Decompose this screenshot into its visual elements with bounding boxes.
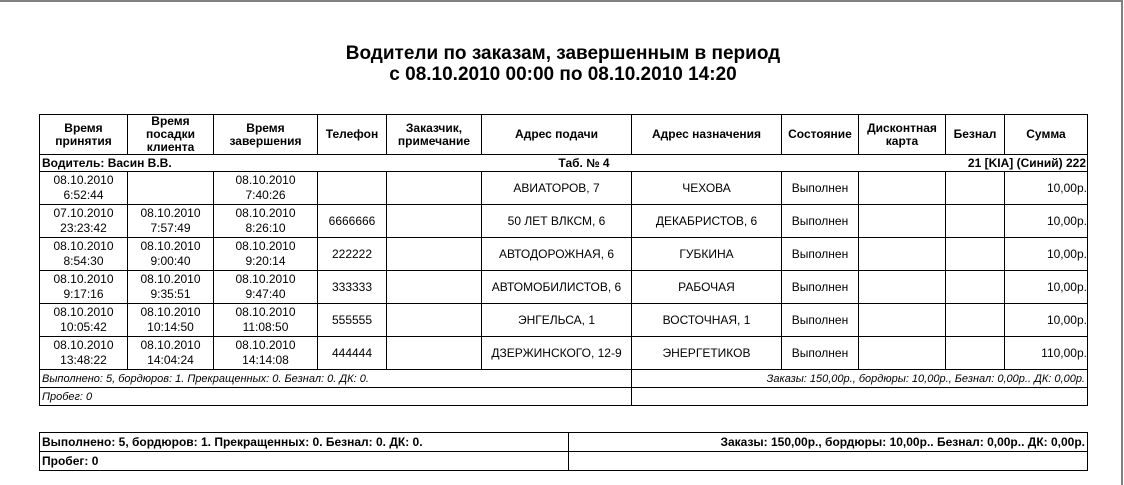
cell-time: 9:20:14 bbox=[245, 254, 286, 268]
grand-total-mileage-row bbox=[40, 452, 1088, 471]
cell-cashless bbox=[946, 337, 1005, 370]
cell-card bbox=[859, 337, 946, 370]
cell-completed bbox=[214, 205, 318, 238]
page-right-edge bbox=[1121, 0, 1123, 485]
order-row bbox=[40, 271, 1088, 304]
cell-to: ВОСТОЧНАЯ, 1 bbox=[632, 304, 782, 337]
cell-from: АВТОДОРОЖНАЯ, 6 bbox=[482, 238, 632, 271]
page-top-edge bbox=[0, 0, 1122, 2]
driver-summary-done: Выполнено: 5, бордюров: 1. Прекращенных: 0. Безнал: 0. ДК: 0. bbox=[40, 370, 632, 388]
cell-accepted bbox=[40, 238, 128, 271]
cell-card bbox=[859, 304, 946, 337]
cell-boarding bbox=[128, 337, 214, 370]
cell-customer bbox=[387, 304, 482, 337]
cell-date: 08.10.2010 bbox=[235, 272, 296, 286]
cell-sum: 10,00р. bbox=[1005, 172, 1088, 205]
cell-status: Выполнен bbox=[782, 337, 859, 370]
cell-completed bbox=[214, 337, 318, 370]
cell-accepted bbox=[40, 172, 128, 205]
col-header-line: Дисконтная bbox=[867, 120, 937, 135]
cell-card bbox=[859, 205, 946, 238]
cell-date: 08.10.2010 bbox=[53, 173, 114, 187]
cell-time: 23:23:42 bbox=[60, 221, 107, 235]
order-row bbox=[40, 337, 1088, 370]
grand-total-orders: Заказы: 150,00р., бордюры: 10,00р.. Безнал: 0,00р.. ДК: 0,00р. bbox=[569, 433, 1088, 452]
cell-date: 08.10.2010 bbox=[140, 305, 201, 319]
cell-status: Выполнен bbox=[782, 205, 859, 238]
cell-cashless bbox=[946, 271, 1005, 304]
cell-cashless bbox=[946, 304, 1005, 337]
cell-time: 11:08:50 bbox=[242, 320, 289, 334]
cell-boarding bbox=[128, 271, 214, 304]
driver-row bbox=[40, 155, 1088, 172]
cell-completed bbox=[214, 304, 318, 337]
col-header-sum: Сумма bbox=[1005, 115, 1088, 155]
cell-time: 13:48:22 bbox=[60, 353, 107, 367]
col-header-line: посадки bbox=[146, 127, 195, 141]
cell-time: 14:04:24 bbox=[147, 353, 194, 367]
cell-completed bbox=[214, 238, 318, 271]
cell-time: 7:57:49 bbox=[150, 221, 191, 235]
cell-from: АВИАТОРОВ, 7 bbox=[482, 172, 632, 205]
col-header-accepted bbox=[40, 115, 128, 155]
cell-date: 08.10.2010 bbox=[140, 206, 201, 220]
cell-cashless bbox=[946, 205, 1005, 238]
driver-summary-row bbox=[40, 370, 1088, 388]
order-row bbox=[40, 238, 1088, 271]
report-title: Водители по заказам, завершенным в период bbox=[345, 43, 781, 64]
grand-total-mileage: Пробег: 0 bbox=[40, 452, 569, 471]
cell-time: 8:26:10 bbox=[245, 221, 286, 235]
cell-customer bbox=[387, 238, 482, 271]
cell-time: 8:54:30 bbox=[63, 254, 104, 268]
cell-card bbox=[859, 172, 946, 205]
cell-boarding bbox=[128, 205, 214, 238]
cell-phone: 555555 bbox=[318, 304, 387, 337]
cell-customer bbox=[387, 172, 482, 205]
col-header-line: примечание bbox=[397, 133, 471, 148]
cell-status: Выполнен bbox=[782, 304, 859, 337]
cell-date: 08.10.2010 bbox=[235, 206, 296, 220]
col-header-line: завершения bbox=[229, 133, 302, 148]
driver-tab-number: Таб. № 4 bbox=[387, 155, 782, 172]
cell-cashless bbox=[946, 172, 1005, 205]
cell-accepted bbox=[40, 304, 128, 337]
driver-mileage-row bbox=[40, 388, 1088, 406]
grand-total-done: Выполнено: 5, бордюров: 1. Прекращенных: 0. Безнал: 0. ДК: 0. bbox=[40, 433, 569, 452]
col-header-discount-card bbox=[859, 115, 946, 155]
col-header-cashless: Безнал bbox=[946, 115, 1005, 155]
cell-date: 08.10.2010 bbox=[53, 272, 114, 286]
order-row bbox=[40, 304, 1088, 337]
col-header-customer bbox=[387, 115, 482, 155]
cell-date: 07.10.2010 bbox=[53, 206, 114, 220]
col-header-from: Адрес подачи bbox=[482, 115, 632, 155]
col-header-line: Время bbox=[151, 114, 190, 128]
cell-sum: 10,00р. bbox=[1005, 238, 1088, 271]
cell-phone: 222222 bbox=[318, 238, 387, 271]
cell-time: 7:40:26 bbox=[245, 188, 286, 202]
col-header-status: Состояние bbox=[782, 115, 859, 155]
cell-from: 50 ЛЕТ ВЛКСМ, 6 bbox=[482, 205, 632, 238]
cell-phone: 6666666 bbox=[318, 205, 387, 238]
cell-accepted bbox=[40, 205, 128, 238]
cell-time: 9:17:16 bbox=[63, 287, 104, 301]
cell-phone: 333333 bbox=[318, 271, 387, 304]
grand-total-mileage-empty bbox=[569, 452, 1088, 471]
cell-phone bbox=[318, 172, 387, 205]
driver-mileage: Пробег: 0 bbox=[40, 388, 632, 406]
cell-customer bbox=[387, 337, 482, 370]
cell-date: 08.10.2010 bbox=[235, 338, 296, 352]
cell-date: 08.10.2010 bbox=[53, 239, 114, 253]
cell-date: 08.10.2010 bbox=[235, 239, 296, 253]
cell-date: 08.10.2010 bbox=[140, 239, 201, 253]
cell-cashless bbox=[946, 238, 1005, 271]
cell-to: ГУБКИНА bbox=[632, 238, 782, 271]
cell-date: 08.10.2010 bbox=[53, 305, 114, 319]
cell-accepted bbox=[40, 337, 128, 370]
col-header-line: Заказчик, bbox=[405, 120, 463, 135]
col-header-line: принятия bbox=[55, 133, 112, 148]
cell-customer bbox=[387, 271, 482, 304]
grand-total-table bbox=[39, 432, 1088, 471]
cell-boarding bbox=[128, 238, 214, 271]
cell-time: 9:35:51 bbox=[150, 287, 191, 301]
cell-status: Выполнен bbox=[782, 238, 859, 271]
cell-to: ДЕКАБРИСТОВ, 6 bbox=[632, 205, 782, 238]
cell-completed bbox=[214, 172, 318, 205]
driver-summary-orders: Заказы: 150,00р., бордюры: 10,00р., Безнал: 0,00р.. ДК: 0,00р. bbox=[632, 370, 1088, 388]
cell-to: ЭНЕРГЕТИКОВ bbox=[632, 337, 782, 370]
cell-time: 9:00:40 bbox=[150, 254, 191, 268]
cell-time: 9:47:40 bbox=[245, 287, 286, 301]
cell-card bbox=[859, 271, 946, 304]
driver-car: 21 [KIA] (Синий) 222 bbox=[782, 155, 1088, 172]
cell-date: 08.10.2010 bbox=[235, 173, 296, 187]
col-header-boarding bbox=[128, 115, 214, 155]
cell-boarding bbox=[128, 172, 214, 205]
cell-accepted bbox=[40, 271, 128, 304]
report-period: с 08.10.2010 00:00 по 08.10.2010 14:20 bbox=[389, 64, 737, 85]
cell-sum: 10,00р. bbox=[1005, 271, 1088, 304]
cell-status: Выполнен bbox=[782, 172, 859, 205]
grand-total-row bbox=[40, 433, 1088, 452]
cell-date: 08.10.2010 bbox=[235, 305, 296, 319]
cell-to: ЧЕХОВА bbox=[632, 172, 782, 205]
cell-customer bbox=[387, 205, 482, 238]
cell-card bbox=[859, 238, 946, 271]
cell-time: 10:14:50 bbox=[147, 320, 194, 334]
col-header-line: Время bbox=[246, 120, 285, 135]
cell-date: 08.10.2010 bbox=[140, 272, 201, 286]
cell-completed bbox=[214, 271, 318, 304]
cell-sum: 10,00р. bbox=[1005, 304, 1088, 337]
cell-date: 08.10.2010 bbox=[53, 338, 114, 352]
cell-from: АВТОМОБИЛИСТОВ, 6 bbox=[482, 271, 632, 304]
col-header-to: Адрес назначения bbox=[632, 115, 782, 155]
cell-time: 6:52:44 bbox=[63, 188, 104, 202]
orders-table bbox=[39, 114, 1088, 406]
cell-from: ЭНГЕЛЬСА, 1 bbox=[482, 304, 632, 337]
order-row bbox=[40, 172, 1088, 205]
cell-status: Выполнен bbox=[782, 271, 859, 304]
col-header-line: Время bbox=[64, 120, 103, 135]
col-header-line: клиента bbox=[146, 140, 195, 154]
header-row bbox=[40, 115, 1088, 155]
driver-mileage-empty bbox=[632, 388, 1088, 406]
cell-to: РАБОЧАЯ bbox=[632, 271, 782, 304]
col-header-phone: Телефон bbox=[318, 115, 387, 155]
col-header-completed bbox=[214, 115, 318, 155]
cell-phone: 444444 bbox=[318, 337, 387, 370]
cell-from: ДЗЕРЖИНСКОГО, 12-9 bbox=[482, 337, 632, 370]
cell-sum: 10,00р. bbox=[1005, 205, 1088, 238]
cell-sum: 110,00р. bbox=[1005, 337, 1088, 370]
driver-name: Водитель: Васин В.В. bbox=[40, 155, 387, 172]
col-header-line: карта bbox=[885, 133, 919, 148]
cell-boarding bbox=[128, 304, 214, 337]
order-row bbox=[40, 205, 1088, 238]
cell-time: 14:14:08 bbox=[242, 353, 289, 367]
cell-date: 08.10.2010 bbox=[140, 338, 201, 352]
cell-time: 10:05:42 bbox=[60, 320, 107, 334]
